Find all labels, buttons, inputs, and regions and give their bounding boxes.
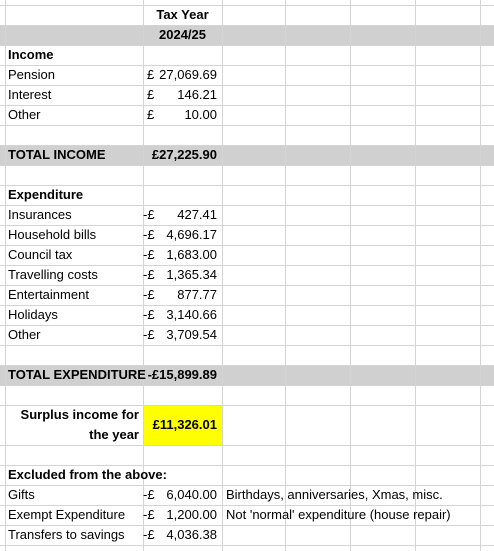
grid-row bbox=[0, 85, 494, 86]
grid-row bbox=[0, 5, 494, 6]
expenditure-row-amount[interactable]: 427.41 bbox=[177, 207, 217, 222]
expenditure-row-label[interactable]: Household bills bbox=[8, 227, 97, 242]
surplus-label-line1: Surplus income for bbox=[20, 407, 139, 422]
grid-col bbox=[285, 0, 286, 551]
expenditure-row-currency: -£ bbox=[143, 227, 155, 242]
total-income-label[interactable]: TOTAL INCOME bbox=[8, 147, 106, 162]
grid-row bbox=[0, 545, 494, 546]
grid-row bbox=[0, 345, 494, 346]
expenditure-row-label[interactable]: Holidays bbox=[8, 307, 58, 322]
excluded-row-currency: -£ bbox=[143, 507, 155, 522]
grid-row bbox=[0, 165, 494, 166]
excluded-row-label[interactable]: Exempt Expenditure bbox=[8, 507, 126, 522]
excluded-row-note[interactable]: Birthdays, anniversaries, Xmas, misc. bbox=[226, 487, 443, 502]
grid-row bbox=[0, 445, 494, 446]
expenditure-row-amount[interactable]: 4,696.17 bbox=[166, 227, 217, 242]
income-row-label[interactable]: Pension bbox=[8, 67, 55, 82]
grid-col bbox=[222, 0, 223, 551]
total-income-value[interactable]: £27,225.90 bbox=[151, 147, 217, 162]
header-band bbox=[0, 25, 494, 45]
grid-row bbox=[0, 105, 494, 106]
expenditure-row-amount[interactable]: 1,683.00 bbox=[166, 247, 217, 262]
surplus-label-line2: the year bbox=[89, 427, 139, 442]
total-expenditure-value[interactable]: -£15,899.89 bbox=[147, 367, 217, 382]
expenditure-row-amount[interactable]: 1,365.34 bbox=[166, 267, 217, 282]
grid-row bbox=[0, 25, 494, 26]
grid-row bbox=[0, 245, 494, 246]
expenditure-row-label[interactable]: Insurances bbox=[8, 207, 72, 222]
expenditure-row-label[interactable]: Council tax bbox=[8, 247, 73, 262]
grid-row bbox=[0, 45, 494, 46]
expenditure-heading: Expenditure bbox=[8, 187, 84, 202]
income-row-currency: £ bbox=[147, 87, 155, 102]
expenditure-row-currency: -£ bbox=[143, 267, 155, 282]
expenditure-row-currency: -£ bbox=[143, 327, 155, 342]
income-row-amount[interactable]: 146.21 bbox=[177, 87, 217, 102]
expenditure-row-amount[interactable]: 3,140.66 bbox=[166, 307, 217, 322]
grid-col bbox=[5, 0, 6, 551]
grid-row bbox=[0, 325, 494, 326]
income-row-label[interactable]: Interest bbox=[8, 87, 52, 102]
grid-row bbox=[0, 385, 494, 386]
income-row-label[interactable]: Other bbox=[8, 107, 41, 122]
expenditure-row-label[interactable]: Travelling costs bbox=[8, 267, 98, 282]
expenditure-row-currency: -£ bbox=[143, 207, 155, 222]
tax-year-label: Tax Year bbox=[156, 7, 209, 22]
excluded-row-note[interactable]: Not 'normal' expenditure (house repair) bbox=[226, 507, 451, 522]
income-heading: Income bbox=[8, 47, 54, 62]
grid-row bbox=[0, 305, 494, 306]
excluded-row-label[interactable]: Transfers to savings bbox=[8, 527, 125, 542]
income-row-amount[interactable]: 10.00 bbox=[184, 107, 217, 122]
expenditure-row-amount[interactable]: 3,709.54 bbox=[166, 327, 217, 342]
grid-row bbox=[0, 125, 494, 126]
income-row-currency: £ bbox=[147, 107, 155, 122]
income-row-amount[interactable]: 27,069.69 bbox=[159, 67, 217, 82]
expenditure-row-label[interactable]: Entertainment bbox=[8, 287, 89, 302]
excluded-row-amount[interactable]: 6,040.00 bbox=[166, 487, 217, 502]
income-row-currency: £ bbox=[147, 67, 155, 82]
excluded-row-amount[interactable]: 1,200.00 bbox=[166, 507, 217, 522]
expenditure-row-label[interactable]: Other bbox=[8, 327, 41, 342]
expenditure-row-currency: -£ bbox=[143, 247, 155, 262]
excluded-row-currency: -£ bbox=[143, 487, 155, 502]
excluded-heading: Excluded from the above: bbox=[8, 467, 167, 482]
excluded-row-currency: -£ bbox=[143, 527, 155, 542]
grid-row bbox=[0, 65, 494, 66]
excluded-row-label[interactable]: Gifts bbox=[8, 487, 35, 502]
excluded-row-amount[interactable]: 4,036.38 bbox=[166, 527, 217, 542]
grid-row bbox=[0, 205, 494, 206]
grid-col bbox=[480, 0, 481, 551]
total-expenditure-label[interactable]: TOTAL EXPENDITURE bbox=[8, 367, 146, 382]
expenditure-row-currency: -£ bbox=[143, 307, 155, 322]
tax-year-value: 2024/25 bbox=[159, 27, 206, 42]
grid-col bbox=[350, 0, 351, 551]
expenditure-row-currency: -£ bbox=[143, 287, 155, 302]
surplus-value[interactable]: £11,326.01 bbox=[152, 417, 217, 432]
expenditure-row-amount[interactable]: 877.77 bbox=[177, 287, 217, 302]
grid-col bbox=[415, 0, 416, 551]
